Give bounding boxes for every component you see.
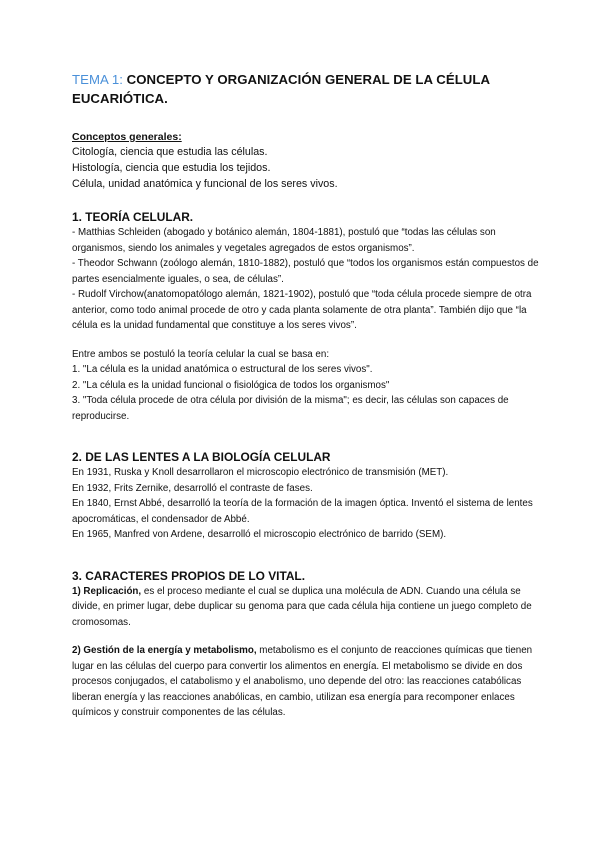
metabolismo-paragraph: [72, 643, 542, 721]
section-title: 3. CARACTERES PROPIOS DE LO VITAL.: [72, 568, 305, 583]
section-caracteres: [72, 568, 542, 721]
title-tema: TEMA 1:: [72, 72, 123, 87]
section-lentes: [72, 449, 542, 543]
paragraph-lead: 2) Gestión de la energía y metabolismo,: [72, 645, 257, 656]
theory-point: 3. "Toda célula procede de otra célula por división de la misma"; es decir, las células son capaces de reproducirse.: [72, 395, 509, 422]
paragraph-lead: 1) Replicación,: [72, 585, 142, 597]
conceptos-section: [72, 130, 542, 192]
author-paragraph: - Theodor Schwann (zoólogo alemán, 1810-1882), postuló que “todos los organismos están compuestos de partes esencialmente iguales, o sea, de células”.: [72, 258, 539, 285]
replicacion-paragraph: [72, 584, 542, 631]
concepto-line: Célula, unidad anatómica y funcional de los seres vivos.: [72, 178, 338, 190]
section-teoria-celular: [72, 209, 542, 424]
concepto-line: Citología, ciencia que estudia las células.: [72, 146, 268, 158]
history-line: En 1965, Manfred von Ardene, desarrolló el microscopio electrónico de barrido (SEM).: [72, 529, 447, 540]
history-line: En 1840, Ernst Abbé, desarrolló la teoría de la formación de la imagen óptica. Inventó el sistema de lentes apocromáticas, el condensador de Abbé.: [72, 498, 533, 525]
author-paragraph: - Matthias Schleiden (abogado y botánico alemán, 1804-1881), postuló que “todas las células son organismos, siendo los animales y vegetales agregados de estos organismos”.: [72, 227, 496, 254]
history-line: En 1932, Frits Zernike, desarrolló el contraste de fases.: [72, 482, 313, 494]
history-line: En 1931, Ruska y Knoll desarrollaron el microscopio electrónico de transmisión (MET).: [72, 467, 449, 478]
theory-point: 1. "La célula es la unidad anatómica o estructural de los seres vivos".: [72, 364, 373, 375]
theory-point: 2. "La célula es la unidad funcional o fisiológica de todos los organismos": [72, 379, 390, 391]
author-paragraph: - Rudolf Virchow(anatomopatólogo alemán, 1821-1902), postuló que “toda célula procede siempre de otra anterior, como todo animal procede de otro y cada planta solamente de otra planta”. También dijo que “la célula es la unidad fundamental que constituye a los seres vivos”.: [72, 289, 532, 331]
title-text: CONCEPTO Y ORGANIZACIÓN GENERAL DE LA CÉLULA EUCARIÓTICA.: [72, 72, 490, 106]
section-title: 2. DE LAS LENTES A LA BIOLOGÍA CELULAR: [72, 450, 331, 464]
page-title: [72, 70, 542, 108]
conceptos-heading: Conceptos generales:: [72, 131, 182, 143]
theory-intro: Entre ambos se postuló la teoría celular la cual se basa en:: [72, 348, 330, 360]
paragraph-text: es el proceso mediante el cual se duplica una molécula de ADN. Cuando una célula se divide, en primer lugar, debe duplicar su genoma para que cada célula hija contiene un juego completo de cromosomas.: [72, 585, 532, 628]
concepto-line: Histología, ciencia que estudia los tejidos.: [72, 162, 271, 174]
document-page: [72, 70, 542, 721]
paragraph-text: metabolismo es el conjunto de reacciones químicas que tienen lugar en las células del cuerpo para convertir los alimentos en energía. El metabolismo se divide en dos procesos conjugados, el catabolismo y el anabolismo, uno depende del otro: las reacciones catabólicas liberan energía y las reacciones anabólicas, en cambio, utilizan esa energía para recomponer enlaces químicos y construir componentes de las células.: [72, 645, 533, 718]
section-title: 1. TEORÍA CELULAR.: [72, 210, 194, 224]
